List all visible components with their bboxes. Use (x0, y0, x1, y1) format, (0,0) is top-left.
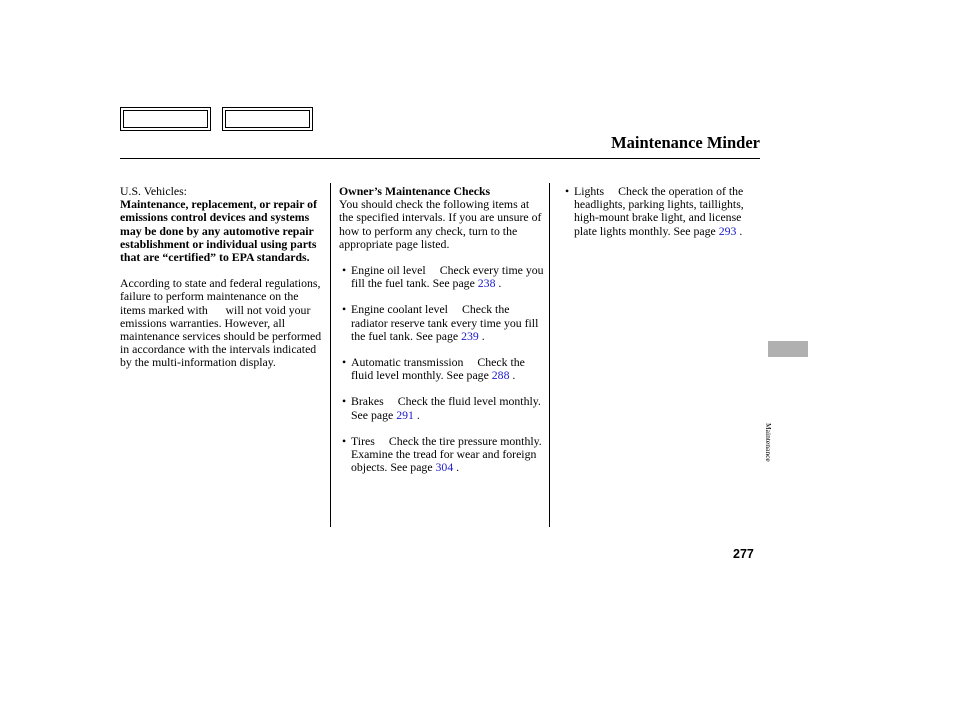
page-number: 277 (733, 547, 754, 561)
column-right (562, 185, 757, 238)
check-item-tires: • Tires Check the tire pressure monthly. Examine the tread for wear and foreign objects. See page 304 . (342, 433, 542, 475)
warranty-text-b: will not void your emissions warranties. However, all maintenance services should be performed in accordance with the intervals indicated by the multi-information display. (120, 302, 322, 370)
nav-button-index[interactable] (222, 107, 313, 131)
check-item-text: Check the fluid level monthly. See page (351, 355, 525, 383)
bullet-icon: • (342, 263, 347, 278)
check-item-text: Check the tire pressure monthly. Examine the tread for wear and foreign objects. See page (351, 433, 542, 475)
check-item-automatic-transmission: • Automatic transmission Check the fluid level monthly. See page 288 . (342, 355, 525, 383)
section-tab[interactable] (768, 341, 808, 357)
page-link-239[interactable]: 239 (461, 328, 479, 343)
check-item-text: Check the operation of the headlights, parking lights, taillights, high-mount brake light, and license plate lights monthly. See page (574, 184, 744, 238)
bullet-icon: • (342, 355, 347, 370)
page-link-288[interactable]: 288 (491, 368, 510, 383)
section-side-label: Maintenance (764, 423, 773, 462)
warranty-paragraph (120, 277, 325, 369)
column-divider-1 (330, 183, 331, 527)
page-title: Maintenance Minder (611, 133, 760, 152)
check-item-text: Check the radiator reserve tank every time you fill the fuel tank. See page (351, 302, 539, 343)
check-item-name: Lights (574, 184, 605, 198)
check-item-lights: • Lights Check the operation of the headlights, parking lights, taillights, high-mount brake light, and license plate lights monthly. See page 293 . (565, 184, 744, 238)
page-link-291[interactable]: 291 (396, 407, 414, 422)
check-item-engine-coolant: • Engine coolant level Check the radiator reserve tank every time you fill the fuel tank. See page 239 . (342, 302, 539, 343)
page-link-304[interactable]: 304 (435, 460, 454, 475)
checks-heading: Owner’s Maintenance Checks (339, 184, 491, 198)
check-item-text: Check every time you fill the fuel tank. See page (351, 263, 544, 291)
header-rule (120, 158, 760, 159)
bullet-icon: • (342, 433, 347, 448)
check-item-name: Brakes (351, 394, 384, 409)
warranty-text-a: According to state and federal regulations, failure to perform maintenance on the items marked with (120, 276, 321, 317)
page-link-293[interactable]: 293 (718, 223, 737, 238)
column-divider-2 (549, 183, 550, 527)
bullet-icon: • (565, 184, 570, 198)
nav-button-contents[interactable] (120, 107, 211, 131)
check-item-brakes: • Brakes Check the fluid level monthly. See page 291 . (342, 394, 541, 422)
check-item-name: Automatic transmission (351, 355, 464, 370)
column-middle (339, 185, 544, 474)
emissions-notice: Maintenance, replacement, or repair of emissions control devices and systems may be done by any automotive repair establishment or individual using parts that are “certified” to EPA standards. (120, 197, 318, 265)
check-item-name: Engine oil level (351, 263, 426, 278)
checks-intro: You should check the following items at the specified intervals. If you are unsure of how to perform any check, turn to the appropriate page listed. (339, 197, 542, 251)
page-link-238[interactable]: 238 (477, 276, 496, 291)
bullet-icon: • (342, 394, 347, 409)
check-item-name: Tires (351, 433, 375, 448)
bullet-icon: • (342, 302, 347, 317)
us-vehicles-heading: U.S. Vehicles: (120, 184, 187, 198)
column-left (120, 185, 325, 370)
check-item-text: Check the fluid level monthly. See page (351, 394, 541, 422)
check-item-engine-oil: • Engine oil level Check every time you fill the fuel tank. See page 238 . (342, 263, 544, 291)
check-item-name: Engine coolant level (351, 302, 448, 317)
